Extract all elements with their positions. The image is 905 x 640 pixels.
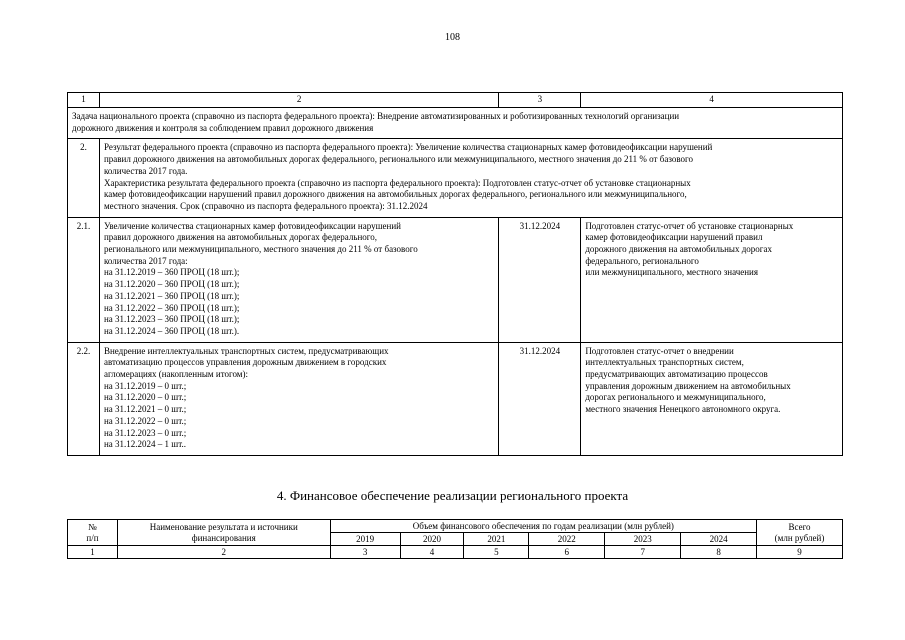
index-cell: 7: [605, 546, 681, 559]
text-line: Характеристика результата федерального проекта (справочно из паспорта федерального проекта): Подготовлен статус-отчет об установке стационарных: [103, 177, 691, 188]
text-line: камер фотовидеофиксации нарушений правил дорожного движения на автомобильных дорогах федерального, регионального или межмуниципального,: [103, 189, 687, 200]
index-cell: 8: [681, 546, 757, 559]
index-cell: 4: [400, 546, 464, 559]
header-col-4: 4: [581, 93, 843, 108]
result-row-2: [68, 139, 843, 217]
index-cell: 9: [757, 546, 843, 559]
task-row: [68, 108, 843, 139]
page-number: 108: [445, 32, 460, 43]
text-line: местного значения Ненецкого автономного округа.: [585, 404, 781, 415]
text-line: агломерациях (накопленным итогом):: [103, 369, 248, 380]
text-line: или межмуниципального, местного значения: [585, 267, 758, 278]
index-cell: 5: [464, 546, 529, 559]
text-line: на 31.12.2020 – 360 ПРОЦ (18 шт.);: [103, 279, 240, 290]
task-line: Задача национального проекта (справочно из паспорта федерального проекта): Внедрение автоматизированных и роботизированных технологий организации: [72, 111, 680, 121]
text-line: на 31.12.2022 – 0 шт.;: [103, 415, 187, 426]
header-line: п/п: [86, 532, 99, 543]
header-line: (млн рублей): [774, 532, 825, 543]
text-line: Подготовлен статус-отчет о внедрении: [585, 345, 734, 356]
deadline-cell: 31.12.2024: [499, 342, 581, 455]
result-description-cell: [99, 217, 498, 342]
text-line: на 31.12.2022 – 360 ПРОЦ (18 шт.);: [103, 302, 240, 313]
result-description-cell: [99, 342, 498, 455]
text-line: на 31.12.2021 – 0 шт.;: [103, 404, 187, 415]
header-col-3: 3: [499, 93, 581, 108]
text-line: на 31.12.2019 – 360 ПРОЦ (18 шт.);: [103, 267, 240, 278]
results-table: [67, 92, 843, 456]
text-line: автоматизацию процессов управления дорожным движением в городских: [103, 357, 387, 368]
row-number: 2.2.: [68, 342, 100, 455]
text-line: камер фотовидеофиксации нарушений правил: [585, 232, 763, 243]
text-line: количества 2017 года:: [103, 255, 188, 266]
text-line: на 31.12.2019 – 0 шт.;: [103, 380, 187, 391]
text-line: количества 2017 года.: [103, 165, 188, 176]
col-number-header: [68, 520, 118, 546]
text-line: управления дорожным движением на автомобильных: [585, 380, 791, 391]
text-line: Подготовлен статус-отчет об установке стационарных: [585, 220, 794, 231]
col-total-header: [757, 520, 843, 546]
text-line: Внедрение интеллектуальных транспортных систем, предусматривающих: [103, 345, 389, 356]
header-col-2: 2: [99, 93, 498, 108]
deadline-cell: 31.12.2024: [499, 217, 581, 342]
result-characteristic-cell: [581, 217, 843, 342]
year-header: 2023: [605, 533, 681, 546]
result-row-2-1: [68, 217, 843, 342]
year-header: 2019: [330, 533, 400, 546]
year-header: 2022: [529, 533, 605, 546]
federal-result-cell: [99, 139, 842, 217]
text-line: на 31.12.2023 – 0 шт.;: [103, 427, 187, 438]
header-col-1: 1: [68, 93, 100, 108]
result-row-2-2: [68, 342, 843, 455]
text-line: интеллектуальных транспортных систем,: [585, 357, 744, 368]
text-line: местного значения. Срок (справочно из паспорта федерального проекта): 31.12.2024: [103, 200, 428, 211]
text-line: Увеличение количества стационарных камер фотовидеофиксации нарушений: [103, 220, 401, 231]
header-line: №: [88, 521, 97, 532]
financing-header-row-1: [68, 520, 843, 533]
header-line: Всего: [788, 521, 811, 532]
financing-table: [67, 519, 843, 559]
index-cell: 3: [330, 546, 400, 559]
text-line: на 31.12.2024 – 1 шт..: [103, 439, 186, 450]
section-title: 4. Финансовое обеспечение реализации регионального проекта: [276, 488, 629, 503]
text-line: федерального, регионального: [585, 255, 699, 266]
year-header: 2021: [464, 533, 529, 546]
text-line: дорогах регионального и межмуниципального,: [585, 392, 766, 403]
task-cell: [68, 108, 843, 139]
text-line: правил дорожного движения на автомобильных дорогах федерального, регионального или межмуниципального, местного значения до 211 % от базового: [103, 154, 693, 165]
text-line: правил дорожного движения на автомобильных дорогах федерального,: [103, 232, 377, 243]
text-line: на 31.12.2021 – 360 ПРОЦ (18 шт.);: [103, 290, 240, 301]
row-number: 2.1.: [68, 217, 100, 342]
results-table-header-row: [68, 93, 843, 108]
text-line: на 31.12.2020 – 0 шт.;: [103, 392, 187, 403]
text-line: дорожного движения на автомобильных дорогах: [585, 244, 772, 255]
result-characteristic-cell: [581, 342, 843, 455]
year-header: 2020: [400, 533, 464, 546]
header-line: Наименование результата и источники: [149, 521, 298, 532]
text-line: регионального или межмуниципального, местного значения до 211 % от базового: [103, 244, 418, 255]
text-line: на 31.12.2024 – 360 ПРОЦ (18 шт.).: [103, 325, 240, 336]
index-cell: 1: [68, 546, 118, 559]
year-header: 2024: [681, 533, 757, 546]
col-volume-header: Объем финансового обеспечения по годам реализации (млн рублей): [330, 520, 756, 533]
text-line: предусматривающих автоматизацию процессов: [585, 369, 768, 380]
text-line: Результат федерального проекта (справочно из паспорта федерального проекта): Увеличение количества стационарных камер фотовидеофиксации нарушений: [103, 142, 713, 153]
index-cell: 6: [529, 546, 605, 559]
header-line: финансирования: [191, 532, 256, 543]
index-cell: 2: [117, 546, 330, 559]
task-line: дорожного движения и контроля за соблюдением правил дорожного движения: [72, 122, 374, 133]
col-name-header: [117, 520, 330, 546]
row-number: 2.: [68, 139, 100, 217]
text-line: на 31.12.2023 – 360 ПРОЦ (18 шт.);: [103, 314, 240, 325]
financing-index-row: [68, 546, 843, 559]
